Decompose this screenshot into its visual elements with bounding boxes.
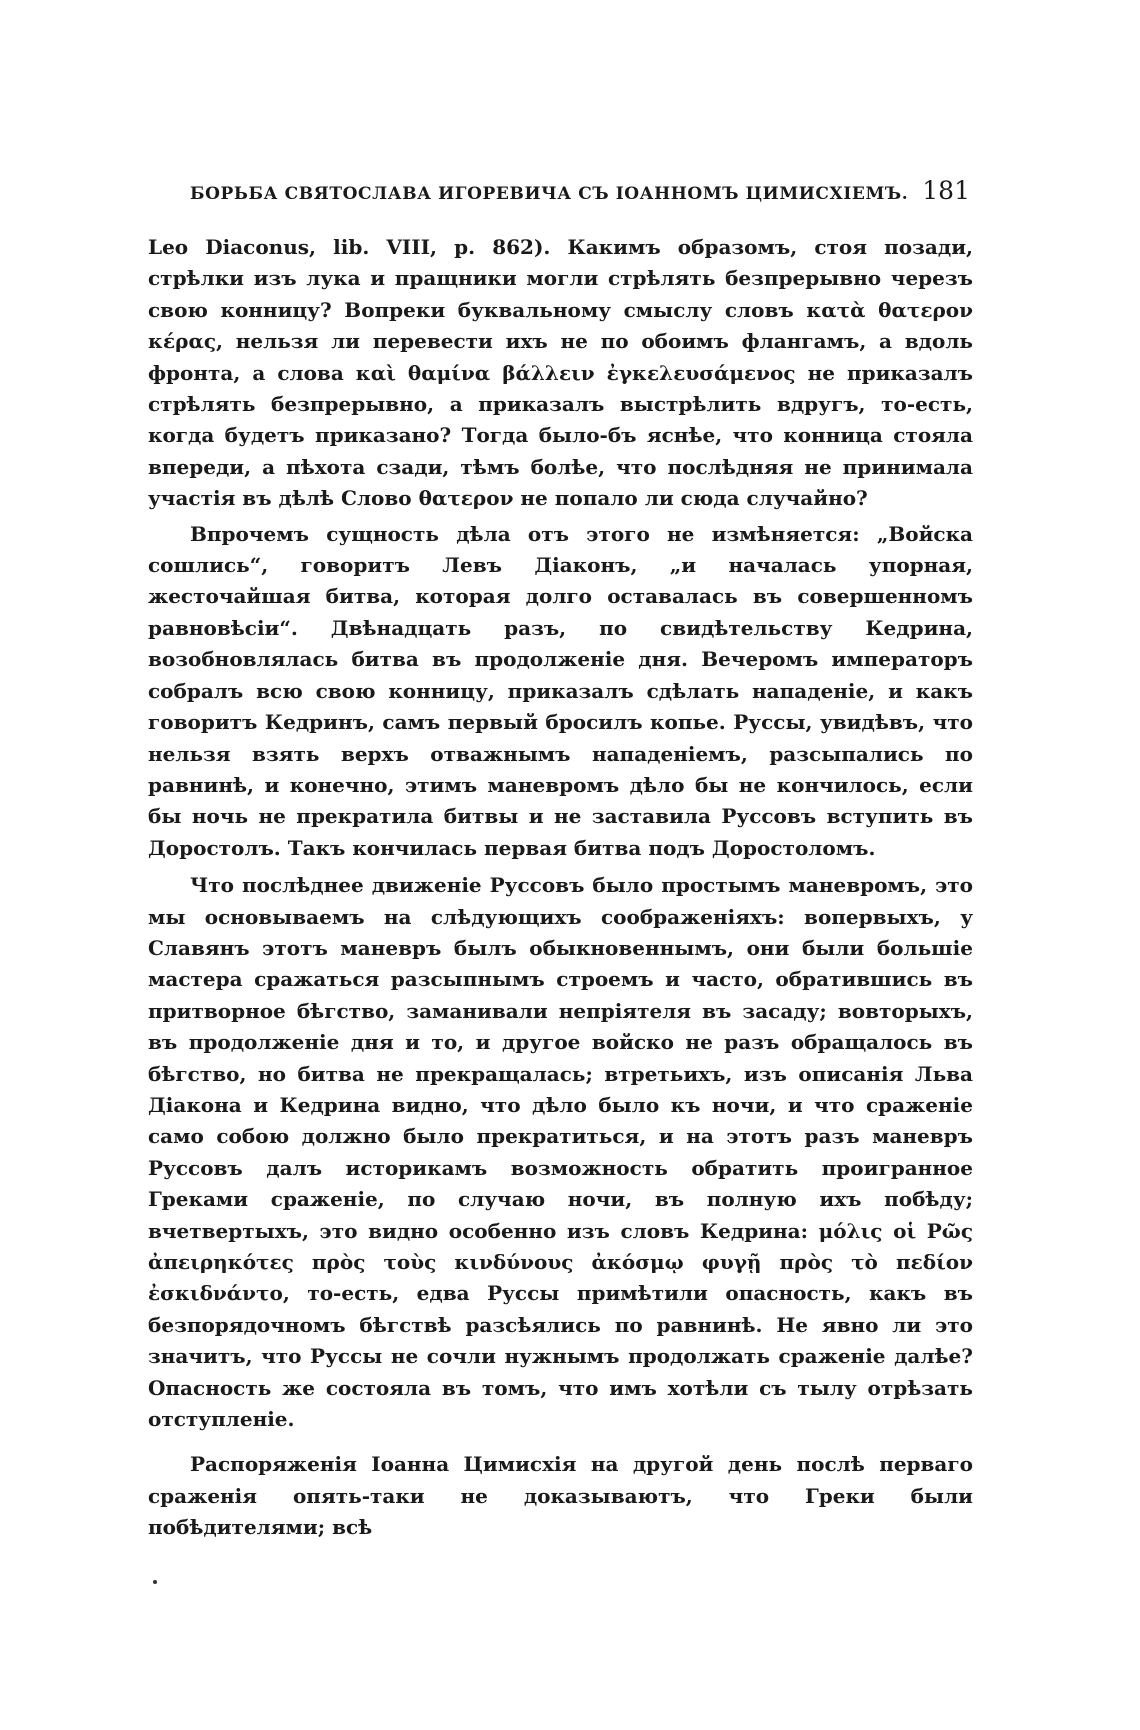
- paragraph-1: Leo Diaconus, lib. VIII, p. 862). Какимъ образомъ, стоя позади, стрѣлки изъ лука и пращники могли стрѣлять безпрерывно черезъ свою конницу? Вопреки буквальному смыслу словъ κατὰ θατερον κέρας, нельзя ли перевести ихъ не по обоимъ флангамъ, а вдоль фронта, а слова καὶ θαμίνα βάλλειν ἐγκελευσάμενος не приказалъ стрѣлять безпрерывно, а приказалъ выстрѣлить вдругъ, то-есть, когда будетъ приказано? Тогда было-бъ яснѣе, что конница стояла впереди, а пѣхота сзади, тѣмъ болѣе, что послѣдняя не принимала участія въ дѣлѣ Слово θατερον не попало ли сюда случайно?: [148, 235, 973, 511]
- body-text: [148, 232, 973, 1544]
- page-number: 181: [922, 176, 970, 205]
- running-head: [190, 176, 970, 216]
- paragraph-3: Что послѣднее движеніе Руссовъ было простымъ маневромъ, это мы основываемъ на слѣдующихъ соображеніяхъ: вопервыхъ, у Славянъ этотъ маневръ былъ обыкновеннымъ, они были большіе мастера сражаться разсыпнымъ строемъ и часто, обратившись въ притворное бѣгство, заманивали непріятеля въ засаду; вовторыхъ, въ продолженіе дня и то, и другое войско не разъ обращалось въ бѣгство, но битва не прекращалась; втретьихъ, изъ описанія Льва Діакона и Кедрина видно, что дѣло было къ ночи, и что сраженіе само собою должно было прекратиться, и на этотъ разъ маневръ Руссовъ далъ историкамъ возможность обратить проигранное Греками сраженіе, по случаю ночи, въ полную ихъ побѣду; вчетвертыхъ, это видно особенно изъ словъ Кедрина: μόλις οἱ Ρῶς ἀπειρηκότες πρὸς τοὺς κινδύνους ἀκόσμῳ φυγῇ πρὸς τὸ πεδίον ἐσκιδνάντο, то-есть, едва Руссы примѣтили опасность, какъ въ безпорядочномъ бѣгствѣ разсѣялись по равнинѣ. Не явно ли это значитъ, что Руссы не сочли нужнымъ продолжать сраженіе далѣе? Опасность же состояла въ томъ, что имъ хотѣли съ тылу отрѣзать отступленіе.: [148, 873, 973, 1432]
- paragraph-4: Распоряженія Іоанна Цимисхія на другой день послѣ перваго сраженія опять-таки не доказываютъ, что Греки были побѣдителями; всѣ: [148, 1452, 973, 1540]
- print-speck: [153, 1580, 157, 1584]
- paragraph-2: Впрочемъ сущность дѣла отъ этого не измѣняется: „Войска сошлись“, говоритъ Левъ Діаконъ, „и началась упорная, жесточайшая битва, которая долго оставалась въ совершенномъ равновѣсіи“. Двѣнадцать разъ, по свидѣтельству Кедрина, возобновлялась битва въ продолженіе дня. Вечеромъ императоръ собралъ всю свою конницу, приказалъ сдѣлать нападеніе, и какъ говоритъ Кедринъ, самъ первый бросилъ копье. Руссы, увидѣвъ, что нельзя взять верхъ отважнымъ нападеніемъ, разсыпались по равнинѣ, и конечно, этимъ маневромъ дѣло бы не кончилось, если бы ночь не прекратила битвы и не заставила Руссовъ вступить въ Доростолъ. Такъ кончилась первая битва подъ Доростоломъ.: [148, 521, 973, 860]
- running-title: БОРЬБА СВЯТОСЛАВА ИГОРЕВИЧА СЪ ІОАННОМЪ ЦИМИСХІЕМЪ.: [190, 184, 909, 204]
